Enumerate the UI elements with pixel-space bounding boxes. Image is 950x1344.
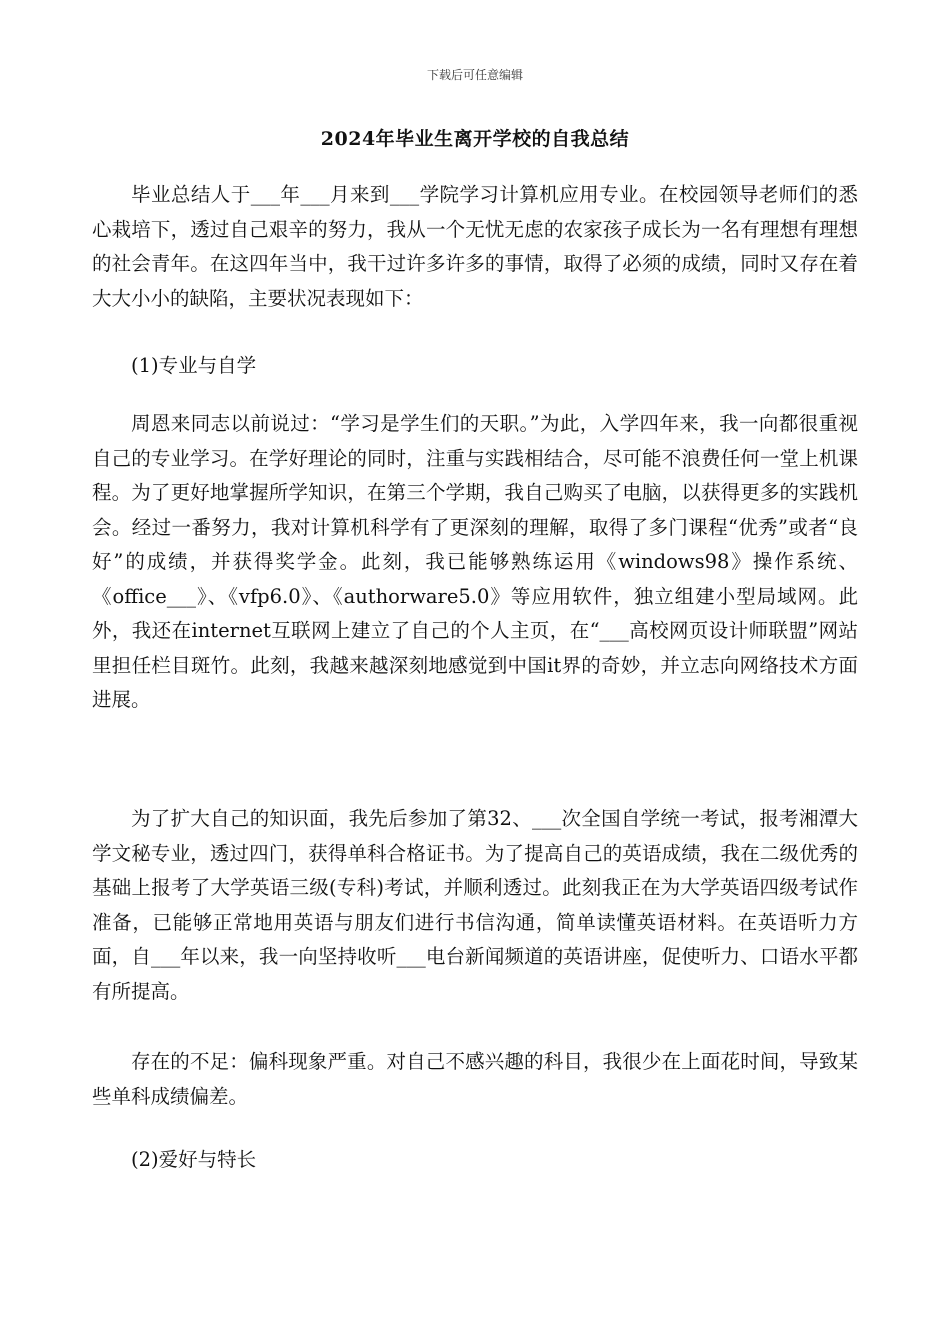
header-note: 下载后可任意编辑: [426, 68, 523, 82]
document-title: 2024年毕业生离开学校的自我总结: [320, 128, 630, 150]
section-heading-hobbies: (2)爱好与特长: [131, 1148, 257, 1171]
paragraph-major-study: 周恩来同志以前说过：“学习是学生们的天职。”为此，入学四年来，我一向都很重视自己的专业学习。在学好理论的同时，注重与实践相结合，尽可能不浪费任何一堂上机课程。为了更好地掌握所学知识，在第三个学期，我自己购买了电脑，以获得更多的实践机会。经过一番努力，我对计算机科学有了更深刻的理解，取得了多门课程“优秀”或者“良好”的成绩，并获得奖学金。此刻，我已能够熟练运用《windows98》操作系统、《office___》、《vfp6.0》、《authorware5.0》等应用软件，独立组建小型局域网。此外，我还在internet互联网上建立了自己的个人主页，在“___高校网页设计师联盟”网站里担任栏目斑竹。此刻，我越来越深刻地感觉到中国it界的奇妙，并立志向网络技术方面进展。: [92, 412, 858, 711]
section-heading-major: (1)专业与自学: [131, 354, 257, 377]
paragraph-self-study: 为了扩大自己的知识面，我先后参加了第32、___次全国自学统一考试，报考湘潭大学文秘专业，透过四门，获得单科合格证书。为了提高自己的英语成绩，我在二级优秀的基础上报考了大学英语三级(专科)考试，并顺利透过。此刻我正在为大学英语四级考试作准备，已能够正常地用英语与朋友们进行书信沟通，简单读懂英语材料。在英语听力方面，自___年以来，我一向坚持收听___电台新闻频道的英语讲座，促使听力、口语水平都有所提高。: [92, 807, 858, 1003]
paragraph-intro: 毕业总结人于___年___月来到___学院学习计算机应用专业。在校园领导老师们的悉心栽培下，透过自己艰辛的努力，我从一个无忧无虑的农家孩子成长为一名有理想有理想的社会青年。在这四年当中，我干过许多许多的事情，取得了必须的成绩，同时又存在着大大小小的缺陷，主要状况表现如下：: [92, 183, 858, 310]
paragraph-shortcomings: 存在的不足：偏科现象严重。对自己不感兴趣的科目，我很少在上面花时间，导致某些单科成绩偏差。: [92, 1050, 858, 1108]
